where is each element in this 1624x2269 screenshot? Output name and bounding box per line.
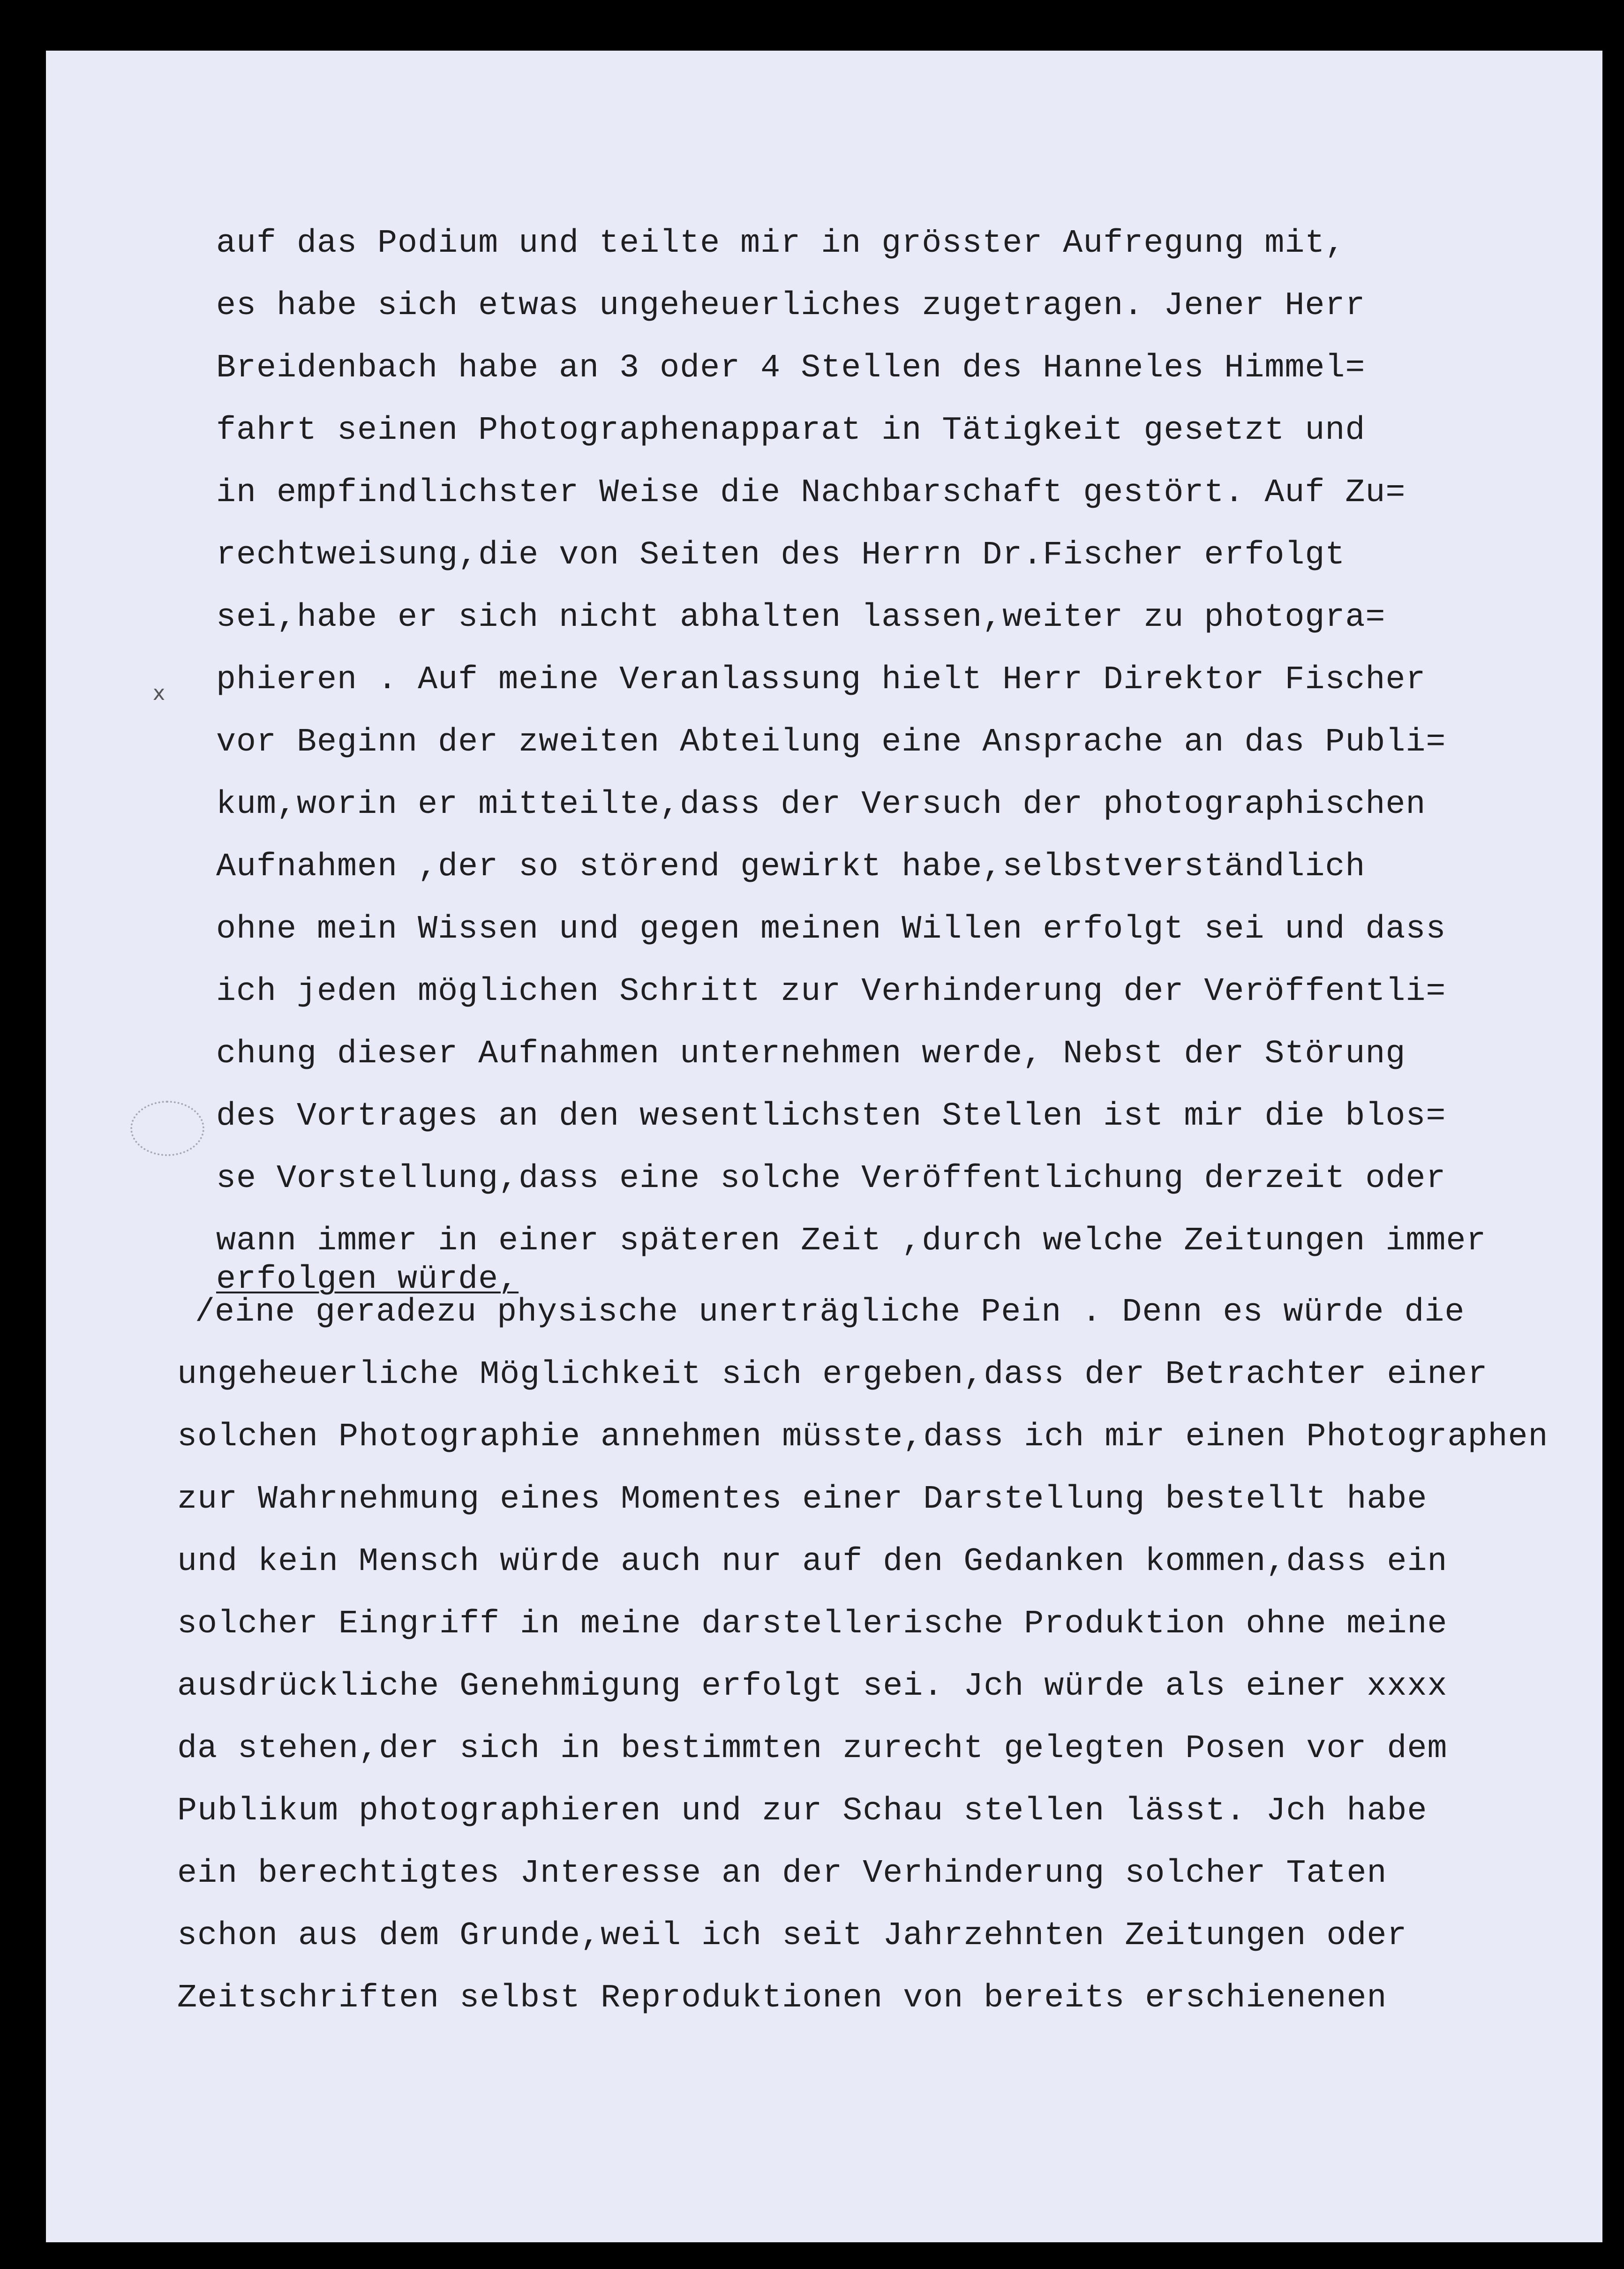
text-line-14: chung dieser Aufnahmen unternehmen werde, Nebst der Störung xyxy=(216,1036,1406,1073)
text-line-13: ich jeden möglichen Schritt zur Verhinderung der Veröffentli= xyxy=(216,973,1446,1010)
text-line-8: phieren . Auf meine Veranlassung hielt Herr Direktor Fischer xyxy=(216,661,1426,699)
text-line-10: kum,worin er mitteilte,dass der Versuch der photographischen xyxy=(216,786,1426,823)
text-line-11: Aufnahmen ,der so störend gewirkt habe,selbstverständlich xyxy=(216,849,1366,886)
text-line-15: des Vortrages an den wesentlichsten Stellen ist mir die blos= xyxy=(216,1098,1446,1135)
typewritten-page xyxy=(46,51,1602,2242)
margin-x-mark: x xyxy=(153,681,165,705)
text-line-6: rechtweisung,die von Seiten des Herrn Dr.Fischer erfolgt xyxy=(216,537,1346,574)
insertion-mark: / xyxy=(195,1294,216,1331)
text-line-26: Publikum photographieren und zur Schau stellen lässt. Jch habe xyxy=(177,1793,1428,1830)
text-line-17: wann immer in einer späteren Zeit ,durch welche Zeitungen immer xyxy=(216,1223,1487,1260)
text-line-24: ausdrückliche Genehmigung erfolgt sei. Jch würde als einer xxxx xyxy=(177,1668,1448,1705)
text-line-27: ein berechtigtes Jnteresse an der Verhinderung solcher Taten xyxy=(177,1855,1387,1892)
text-line-20: solchen Photographie annehmen müsste,dass ich mir einen Photographen xyxy=(177,1419,1549,1456)
text-line-4: fahrt seinen Photographenapparat in Tätigkeit gesetzt und xyxy=(216,412,1366,449)
text-line-25: da stehen,der sich in bestimmten zurecht gelegten Posen vor dem xyxy=(177,1730,1448,1767)
text-line-12: ohne mein Wissen und gegen meinen Willen erfolgt sei und dass xyxy=(216,911,1446,948)
text-line-23: solcher Eingriff in meine darstellerische Produktion ohne meine xyxy=(177,1606,1448,1643)
text-line-16: se Vorstellung,dass eine solche Veröffentlichung derzeit oder xyxy=(216,1160,1446,1197)
text-line-29: Zeitschriften selbst Reproduktionen von bereits erschienenen xyxy=(177,1980,1387,2017)
text-line-5: in empfindlichster Weise die Nachbarschaft gestört. Auf Zu= xyxy=(216,474,1406,511)
stamp-smudge xyxy=(130,1101,204,1156)
text-line-7: sei,habe er sich nicht abhalten lassen,weiter zu photogra= xyxy=(216,599,1386,636)
text-line-2: es habe sich etwas ungeheuerliches zugetragen. Jener Herr xyxy=(216,287,1366,324)
text-line-19: ungeheuerliche Möglichkeit sich ergeben,dass der Betrachter einer xyxy=(177,1356,1488,1393)
text-line-22: und kein Mensch würde auch nur auf den Gedanken kommen,dass ein xyxy=(177,1543,1448,1580)
inserted-underlined-line: erfolgen würde, xyxy=(216,1261,519,1298)
text-line-21: zur Wahrnehmung eines Momentes einer Darstellung bestellt habe xyxy=(177,1481,1428,1518)
text-line-1: auf das Podium und teilte mir in grösster Aufregung mit, xyxy=(216,225,1346,262)
text-line-3: Breidenbach habe an 3 oder 4 Stellen des Hanneles Himmel= xyxy=(216,350,1366,387)
text-line-18: eine geradezu physische unerträgliche Pein . Denn es würde die xyxy=(215,1294,1465,1331)
text-line-9: vor Beginn der zweiten Abteilung eine Ansprache an das Publi= xyxy=(216,724,1446,761)
text-line-28: schon aus dem Grunde,weil ich seit Jahrzehnten Zeitungen oder xyxy=(177,1917,1407,1954)
